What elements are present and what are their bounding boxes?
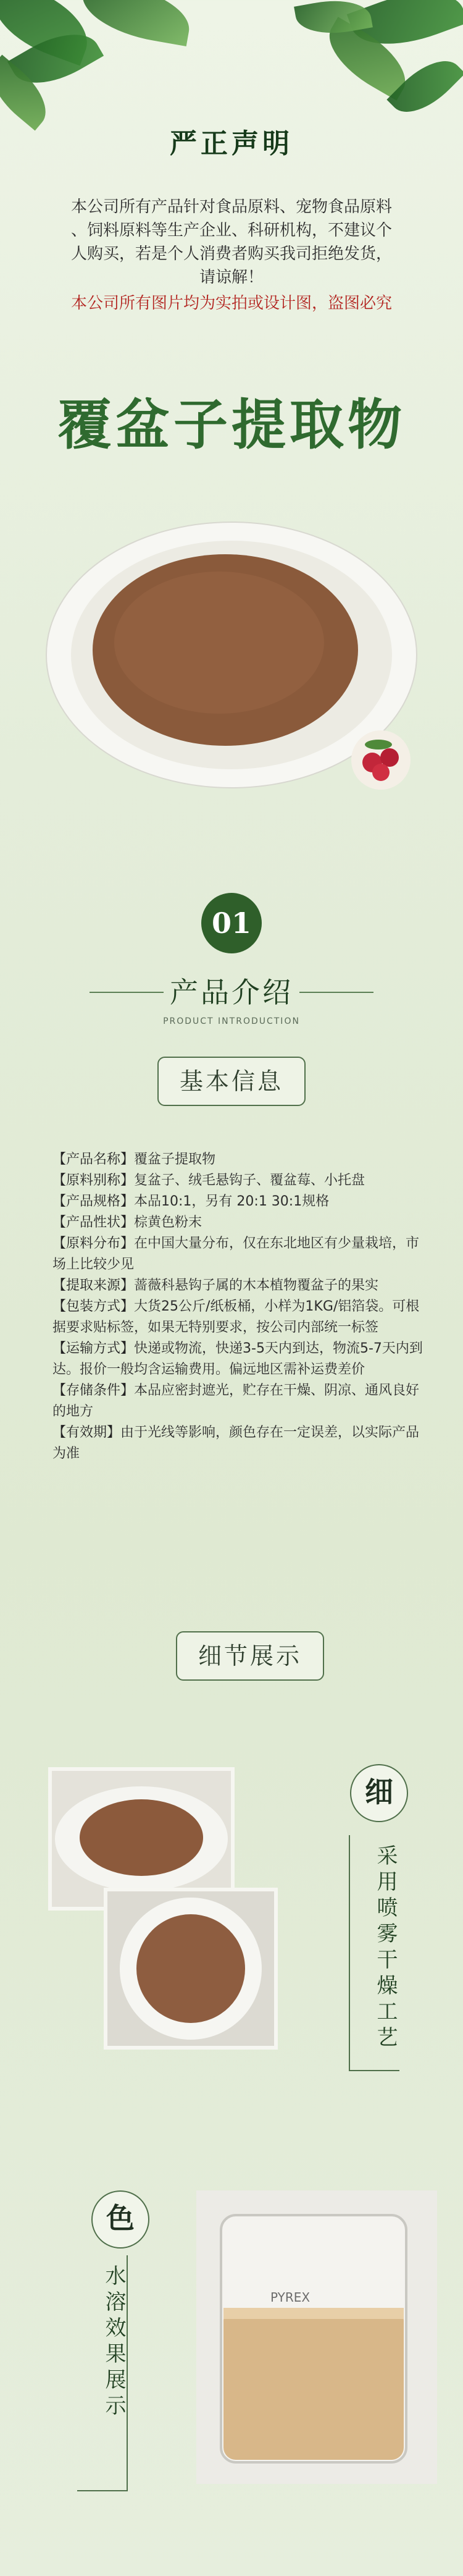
section-title: 产品介绍 [170,976,293,1009]
info-row: 【产品性状】棕黄色粉末 [52,1215,202,1230]
info-row: 【产品规格】本品10:1，另有 20:1 30:1规格 [52,1194,330,1209]
color-badge: 色 [91,2190,149,2249]
info-row: 【提取来源】蔷薇科悬钩子属的木本植物覆盆子的果实 [52,1278,379,1293]
basic-info-heading: 基本信息 [157,1057,306,1106]
declaration-line: 人购买，若是个人消费者购买我司拒绝发货， [70,245,392,263]
info-row: 【产品名称】覆盆子提取物 [52,1152,216,1167]
info-row: 【原料别称】复盆子、绒毛悬钩子、覆盆莓、小托盘 [52,1173,365,1188]
details-heading: 细节展示 [176,1631,324,1681]
info-row: 【运输方式】快递或物流，快递3-5天内到达，物流5-7天内到达。报价一般均含运输费用。偏远地区需补运费差价 [52,1341,423,1377]
beaker-solution-image [196,2190,437,2484]
copyright-warning: 本公司所有图片均为实拍或设计图，盗图必究 [70,294,392,313]
beaker-label: PYREX [270,2290,311,2305]
declaration-line: 请谅解！ [199,268,264,287]
info-row: 【存储条件】本品应密封遮光，贮存在干燥、阴凉、通风良好的地方 [52,1383,420,1419]
declaration-line: 、饲料原料等生产企业、科研机构，不建议个 [70,221,392,240]
fine-caption: 采用喷雾干燥工艺 [373,1844,398,2052]
section-number-badge: 01 [201,893,262,953]
info-row: 【原料分布】在中国大量分布，仅在东北地区有少量栽培，市场上比较少见 [52,1236,420,1272]
section-subtitle: PRODUCT INTRODUCTION [163,1016,300,1026]
color-caption: 水溶效果展示 [101,2265,126,2420]
info-row: 【包装方式】大货25公斤/纸板桶，小样为1KG/铝箔袋。可根据要求贴标签，如果无特别要求，按公司内部统一标签 [52,1299,420,1335]
product-info-list [52,1149,423,1464]
raspberry-icon [351,730,411,790]
declaration-title: 严正声明 [170,128,293,159]
product-title: 覆盆子提取物 [57,392,406,457]
info-row: 【有效期】由于光线等影响，颜色存在一定误差，以实际产品为准 [52,1425,420,1461]
powder-plate-image [40,513,423,803]
powder-photo-bottom [104,1888,278,2050]
declaration-line: 本公司所有产品针对食品原料、宠物食品原料 [70,198,392,216]
fine-badge: 细 [350,1764,408,1822]
